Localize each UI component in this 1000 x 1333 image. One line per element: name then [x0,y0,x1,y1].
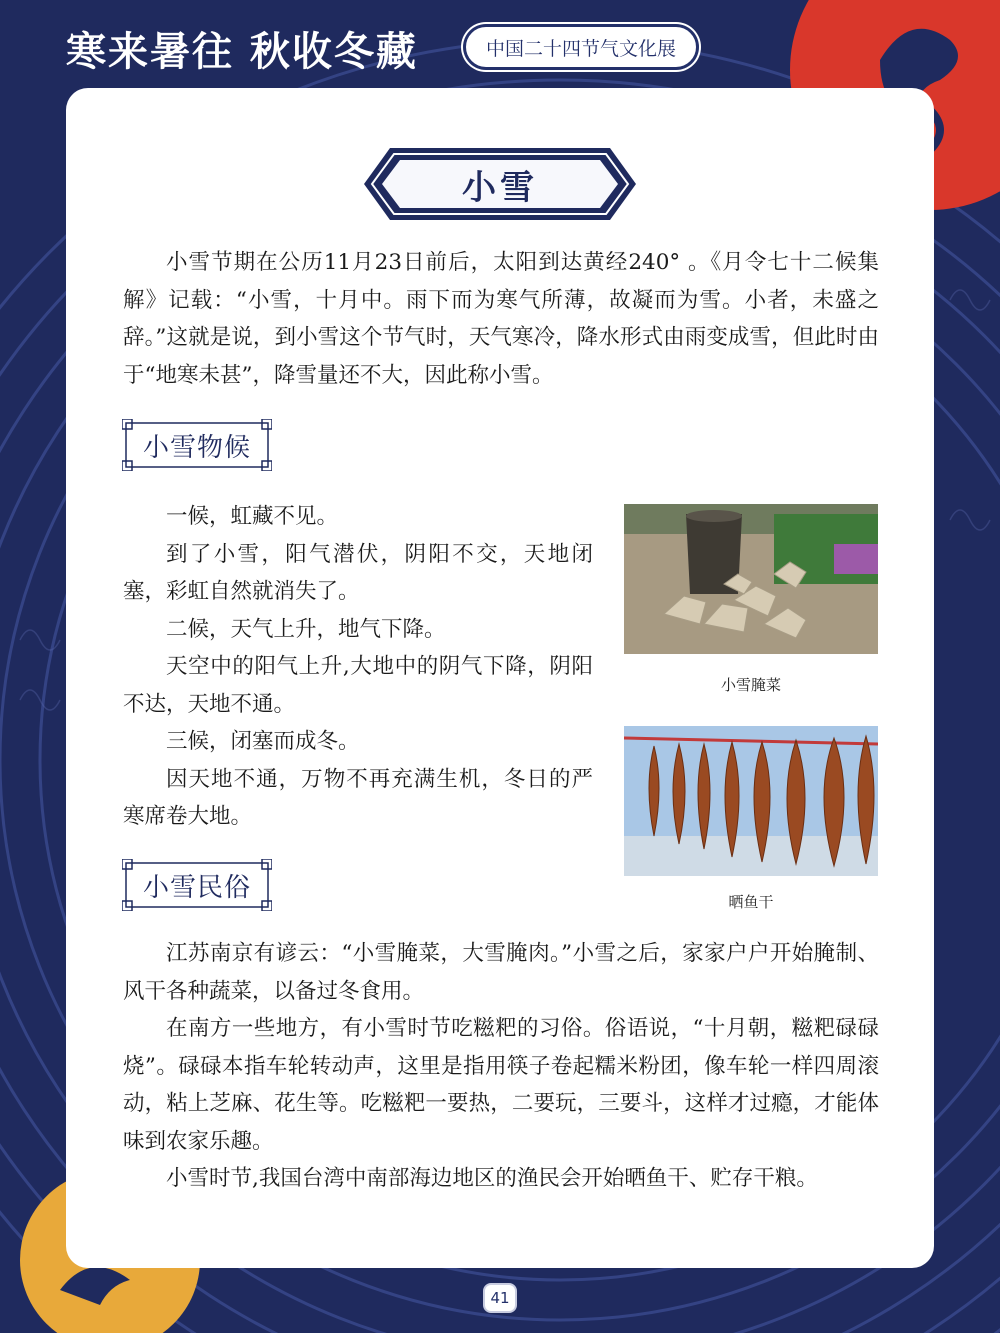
minsu-paragraph: 江苏南京有谚云：“小雪腌菜，大雪腌肉。”小雪之后，家家户户开始腌制、风干各种蔬菜，以备过冬食用。 [123,941,879,1004]
title-plaque [362,146,638,222]
wuhou-paragraph: 到了小雪，阳气潜伏，阴阳不交，天地闭塞，彩虹自然就消失了。 [123,541,593,604]
minsu-text [123,935,879,1198]
wuhou-paragraph: 二候，天气上升，地气下降。 [166,616,446,642]
wuhou-paragraph: 三候，闭塞而成冬。 [166,729,360,754]
photo-pickled-vegetables [624,504,878,654]
photo-caption: 晒鱼干 [728,893,774,911]
section-heading-text: 小雪物候 [142,432,251,463]
header-badge: 中国二十四节气文化展 [466,27,696,67]
section-heading-text: 小雪民俗 [142,872,251,903]
minsu-paragraph: 在南方一些地方，有小雪时节吃糍粑的习俗。俗语说，“十月朝，糍粑碌碌烧”。碌碌本指车轮转动声，这里是指用筷子卷起糯米粉团，像车轮一样四周滚动，粘上芝麻、花生等。吃糍粑一要热，二要玩，三要斗，这样才过瘾，才能体味到农家乐趣。 [123,1016,879,1154]
wuhou-paragraph: 因天地不通，万物不再充满生机，冬日的严寒席卷大地。 [123,766,593,829]
section-heading-wuhou [122,419,272,471]
wuhou-text [123,498,593,836]
header-title: 寒来暑往 秋收冬藏 [66,28,418,75]
page-number: 41 [483,1283,517,1313]
photo-caption: 小雪腌菜 [720,676,781,694]
page-title: 小雪 [462,167,538,208]
minsu-paragraph: 小雪时节,我国台湾中南部海边地区的渔民会开始晒鱼干、贮存干粮。 [166,1166,818,1191]
photo-drying-fish [624,726,878,876]
section-heading-minsu [122,859,272,911]
intro-paragraph: 小雪节期在公历11月23日前后，太阳到达黄经240° 。《月令七十二候集解》记载：“小雪，十月中。雨下而为寒气所薄，故凝而为雪。小者，未盛之辞。”这就是说，到小雪这个节气时，天气寒冷，降水形式由雨变成雪，但此时由于“地寒未甚”，降雪量还不大，因此称小雪。 [123,250,879,388]
wuhou-paragraph: 一候，虹藏不见。 [166,504,339,529]
wuhou-paragraph: 天空中的阳气上升,大地中的阴气下降，阴阳不达，天地不通。 [123,654,593,717]
content-card [66,88,934,1268]
